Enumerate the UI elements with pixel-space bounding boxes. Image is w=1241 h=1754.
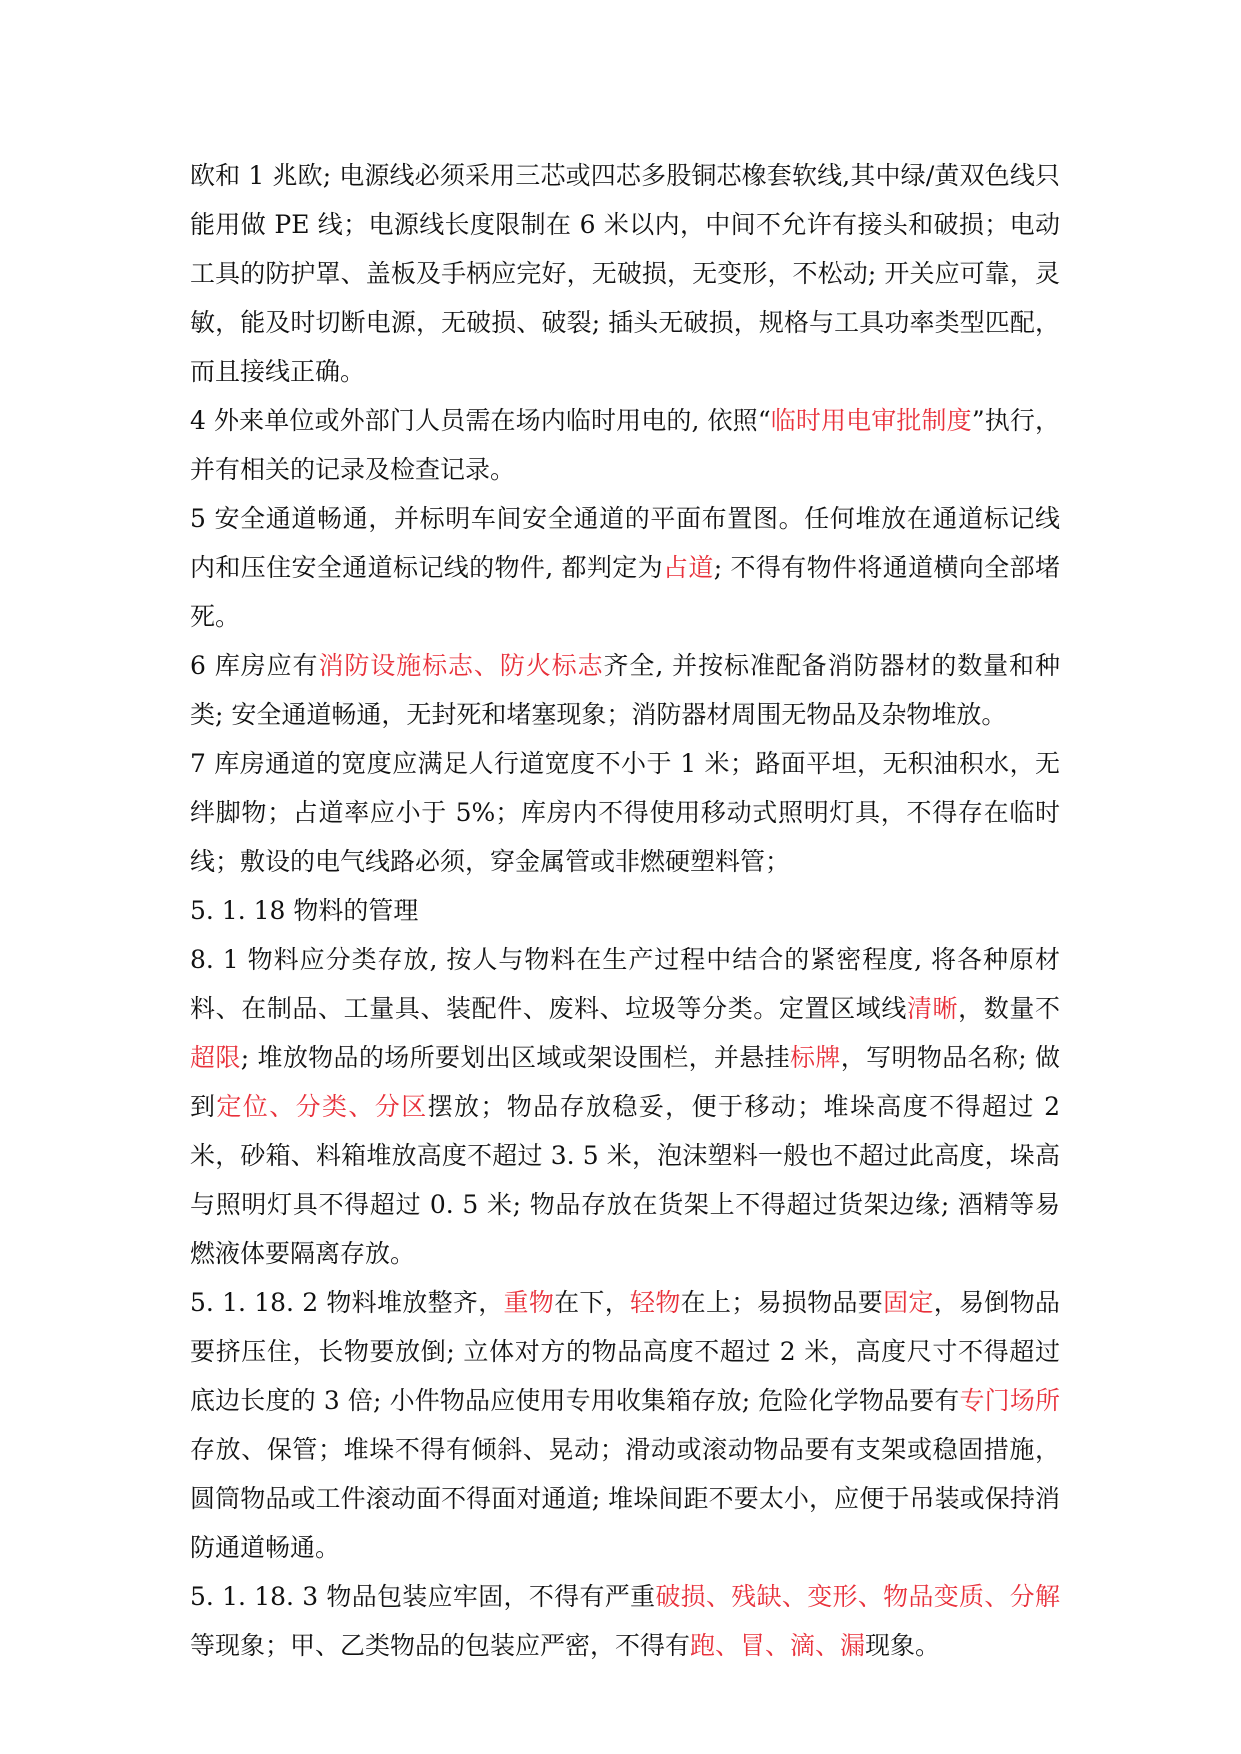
paragraph-item-5-1-18-2 [190,1278,1060,1572]
text-run: 摆放；物品存放稳妥，便于移动；堆垛高度不得超过 2 米，砂箱、料箱堆放高度不超过 3. 5 米，泡沫塑料一般也不超过此高度，垛高与照明灯具不得超过 0. 5 米; 物品存放在货架上不得超过货架边缘; 酒精等易燃液体要隔离存放。 [190,1092,1060,1268]
text-run: 存放、保管；堆垛不得有倾斜、晃动；滑动或滚动物品要有支架或稳固措施，圆筒物品或工件滚动面不得面对通道; 堆垛间距不要太小，应便于吊装或保持消防通道畅通。 [190,1435,1060,1562]
text-run: 在下， [554,1288,631,1317]
paragraph-item-6 [190,641,1060,739]
text-run: 6 库房应有 [190,651,319,680]
text-run: 欧和 1 兆欧; 电源线必须采用三芯或四芯多股铜芯橡套软线,其中绿/黄双色线只能用做 PE 线；电源线长度限制在 6 米以内，中间不允许有接头和破损；电动工具的防护罩、盖板及手柄应完好，无破损，无变形，不松动; 开关应可靠，灵敏，能及时切断电源，无破损、破裂; 插头无破损，规格与工具功率类型匹配，而且接线正确。 [190,161,1060,386]
highlight-heavy: 重物 [503,1288,555,1317]
text-run: ，易倒物品要挤压住，长物要放倒; 立体对方的物品高度不超过 2 米，高度尺寸不得超过底边长度的 3 倍; 小件物品应使用专用收集箱存放; 危险化学物品要有 [190,1288,1060,1415]
text-run: 现象。 [865,1631,941,1660]
text-run: 5 安全通道畅通，并标明车间安全通道的平面布置图。任何堆放在通道标记线内和压住安全通道标记线的物件, 都判定为 [190,504,1060,582]
highlight-over-limit: 超限 [190,1043,241,1072]
text-run: 齐全, 并按标准配备消防器材的数量和种类; 安全通道畅通，无封死和堵塞现象；消防器材周围无物品及杂物堆放。 [190,651,1060,729]
paragraph-item-5-1-18-3 [190,1572,1060,1670]
text-run: 7 库房通道的宽度应满足人行道宽度不小于 1 米；路面平坦，无积油积水，无绊脚物；占道率应小于 5%；库房内不得使用移动式照明灯具，不得存在临时线；敷设的电气线路必须，穿金属管或非燃硬塑料管； [190,749,1060,876]
highlight-clear: 清晰 [906,994,959,1023]
highlight-leak-list: 跑、冒、滴、漏 [690,1631,866,1660]
text-run: 8. 1 物料应分类存放, 按人与物料在生产过程中结合的紧密程度, 将各种原材料、在制品、工量具、装配件、废料、垃圾等分类。定置区域线 [190,945,1060,1023]
paragraph-item-8-1 [190,935,1060,1278]
highlight-dedicated-place: 专门场所 [959,1386,1060,1415]
highlight-sign-board: 标牌 [790,1043,841,1072]
highlight-fire-signs: 消防设施标志、防火标志 [318,651,604,680]
document-body [190,151,1060,1670]
section-heading-5-1-18 [190,886,1060,935]
highlight-damage-list: 破损、残缺、变形、物品变质、分解 [655,1582,1060,1611]
paragraph-item-4 [190,396,1060,494]
text-run: ; 不得有物件将通道横向全部堵死。 [190,553,1060,631]
highlight-position-classify-zone: 定位、分类、分区 [216,1092,428,1121]
highlight-light: 轻物 [630,1288,681,1317]
text-run: 4 外来单位或外部门人员需在场内临时用电的, 依照“ [190,406,771,435]
highlight-fixed: 固定 [883,1288,934,1317]
text-run: 在上；易损物品要 [680,1288,884,1317]
text-run: 5. 1. 18. 2 物料堆放整齐， [190,1288,504,1317]
text-run: 5. 1. 18 物料的管理 [190,896,419,925]
text-run: ; 堆放物品的场所要划出区域或架设围栏，并悬挂 [240,1043,791,1072]
text-run: ”执行，并有相关的记录及检查记录。 [190,406,1060,484]
text-run: 等现象；甲、乙类物品的包装应严密，不得有 [190,1631,691,1660]
text-run: ，数量不 [958,994,1060,1023]
text-run: ，写明物品名称; 做到 [190,1043,1060,1121]
text-run: 5. 1. 18. 3 物品包装应牢固，不得有严重 [190,1582,656,1611]
paragraph-item-7 [190,739,1060,886]
highlight-temp-power-approval: 临时用电审批制度 [770,406,972,435]
paragraph-item-5 [190,494,1060,641]
paragraph-electric-tools [190,151,1060,396]
highlight-occupied-lane: 占道 [663,553,714,582]
